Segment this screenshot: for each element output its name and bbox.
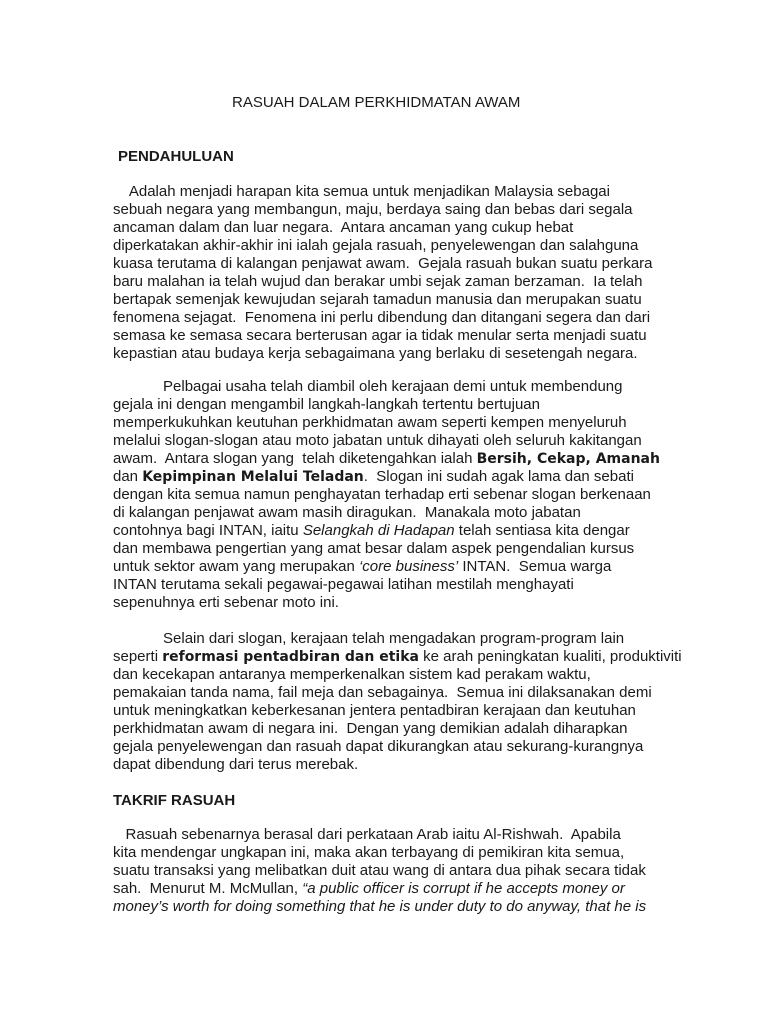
heading-takrif-rasuah: TAKRIF RASUAH (113, 792, 236, 809)
paragraph-1-line: semasa ke semasa secara berterusan agar ia tidak menular serta menjadi suatu (113, 327, 647, 344)
paragraph-3-line: dapat dibendung dari terus merebak. (113, 756, 359, 773)
paragraph-3-line: Selain dari slogan, kerajaan telah mengadakan program-program lain (113, 630, 625, 647)
paragraph-2-text: telah sentiasa kita dengar (454, 522, 630, 539)
paragraph-2-text: awam. Antara slogan yang telah diketengahkan ialah (113, 450, 477, 467)
paragraph-2-text: . Slogan ini sudah agak lama dan sebati (363, 468, 634, 485)
paragraph-3-line: gejala penyelewengan dan rasuah dapat dikurangkan atau sekurang-kurangnya (113, 738, 644, 755)
paragraph-3-line: dan kecekapan antaranya memperkenalkan sistem kad perakam waktu, (113, 666, 591, 683)
paragraph-2-line (113, 468, 634, 486)
paragraph-2-line: melalui slogan-slogan atau moto jabatan untuk dihayati oleh seluruh kakitangan (113, 432, 642, 449)
heading-pendahuluan: PENDAHULUAN (118, 148, 234, 165)
paragraph-1-line: kuasa terutama di kalangan penjawat awam. Gejala rasuah bukan suatu perkara (113, 255, 653, 272)
paragraph-2-line: memperkukuhkan keutuhan perkhidmatan awam seperti kempen menyeluruh (113, 414, 627, 431)
paragraph-1-line: diperkatakan akhir-akhir ini ialah gejala rasuah, penyelewengan dan salahguna (113, 237, 639, 254)
paragraph-1-line: fenomena sejagat. Fenomena ini perlu dibendung dan ditangani segera dan dari (113, 309, 651, 326)
paragraph-1-line: ancaman dalam dan luar negara. Antara ancaman yang cukup hebat (113, 219, 574, 236)
paragraph-1-line: bertapak semenjak kewujudan sejarah tamadun manusia dan merupakan suatu (113, 291, 642, 308)
paragraph-1-line: sebuah negara yang membangun, maju, berdaya saing dan bebas dari segala (113, 201, 633, 218)
paragraph-2-line (113, 558, 611, 576)
mcmullan-quote: “a public officer is corrupt if he accepts money or (302, 880, 625, 897)
slogan-bersih-cekap-amanah: Bersih, Cekap, Amanah (476, 451, 660, 467)
paragraph-3-text: ke arah peningkatan kualiti, produktiviti (418, 648, 682, 665)
paragraph-3-line: perkhidmatan awam di negara ini. Dengan yang demikian adalah diharapkan (113, 720, 628, 737)
paragraph-4-text: sah. Menurut M. McMullan, (113, 880, 303, 897)
core-business-term: ‘core business’ (358, 558, 459, 575)
paragraph-4-line: kita mendengar ungkapan ini, maka akan terbayang di pemikiran kita semua, (113, 844, 625, 861)
paragraph-3-line: pemakaian tanda nama, fail meja dan sebagainya. Semua ini dilaksanakan demi (113, 684, 652, 701)
paragraph-2-text: untuk sektor awam yang merupakan (113, 558, 359, 575)
paragraph-2-line: INTAN terutama sekali pegawai-pegawai latihan mestilah menghayati (113, 576, 574, 593)
paragraph-2-line: di kalangan penjawat awam masih diragukan. Manakala moto jabatan (113, 504, 581, 521)
paragraph-2-line: gejala ini dengan mengambil langkah-langkah tertentu bertujuan (113, 396, 540, 413)
paragraph-1-line: Adalah menjadi harapan kita semua untuk menjadikan Malaysia sebagai (113, 183, 610, 200)
mcmullan-quote-line: money’s worth for doing something that he is under duty to do anyway, that he is (113, 898, 647, 915)
paragraph-4-line: Rasuah sebenarnya berasal dari perkataan Arab iaitu Al-Rishwah. Apabila (113, 826, 621, 843)
paragraph-4-line: suatu transaksi yang melibatkan duit atau wang di antara dua pihak secara tidak (113, 862, 646, 879)
paragraph-3-line (113, 648, 682, 666)
paragraph-2-line: Pelbagai usaha telah diambil oleh kerajaan demi untuk membendung (113, 378, 623, 395)
reformasi-pentadbiran-term: reformasi pentadbiran dan etika (162, 649, 419, 665)
paragraph-2-line (113, 522, 630, 540)
slogan-kepimpinan-melalui-teladan: Kepimpinan Melalui Teladan (142, 469, 364, 485)
paragraph-2-line: dan membawa pengertian yang amat besar dalam aspek pengendalian kursus (113, 540, 635, 557)
paragraph-2-line (113, 450, 660, 468)
paragraph-1-line: kepastian atau budaya kerja sebagaimana yang berlaku di sesetengah negara. (113, 345, 638, 362)
paragraph-3-text: seperti (113, 648, 163, 665)
paragraph-1-line: baru malahan ia telah wujud dan berakar umbi sejak zaman berzaman. Ia telah (113, 273, 643, 290)
paragraph-2-line: sepenuhnya erti sebenar moto ini. (113, 594, 339, 611)
paragraph-2-text: INTAN. Semua warga (458, 558, 612, 575)
paragraph-2-text: dan (113, 468, 143, 485)
paragraph-2-line: dengan kita semua namun penghayatan terhadap erti sebenar slogan berkenaan (113, 486, 651, 503)
intan-motto: Selangkah di Hadapan (302, 522, 455, 539)
paragraph-4-line (113, 880, 625, 898)
document-title: RASUAH DALAM PERKHIDMATAN AWAM (232, 94, 521, 111)
paragraph-2-text: contohnya bagi INTAN, iaitu (113, 522, 303, 539)
paragraph-3-line: untuk meningkatkan keberkesanan jentera pentadbiran kerajaan dan keutuhan (113, 702, 636, 719)
